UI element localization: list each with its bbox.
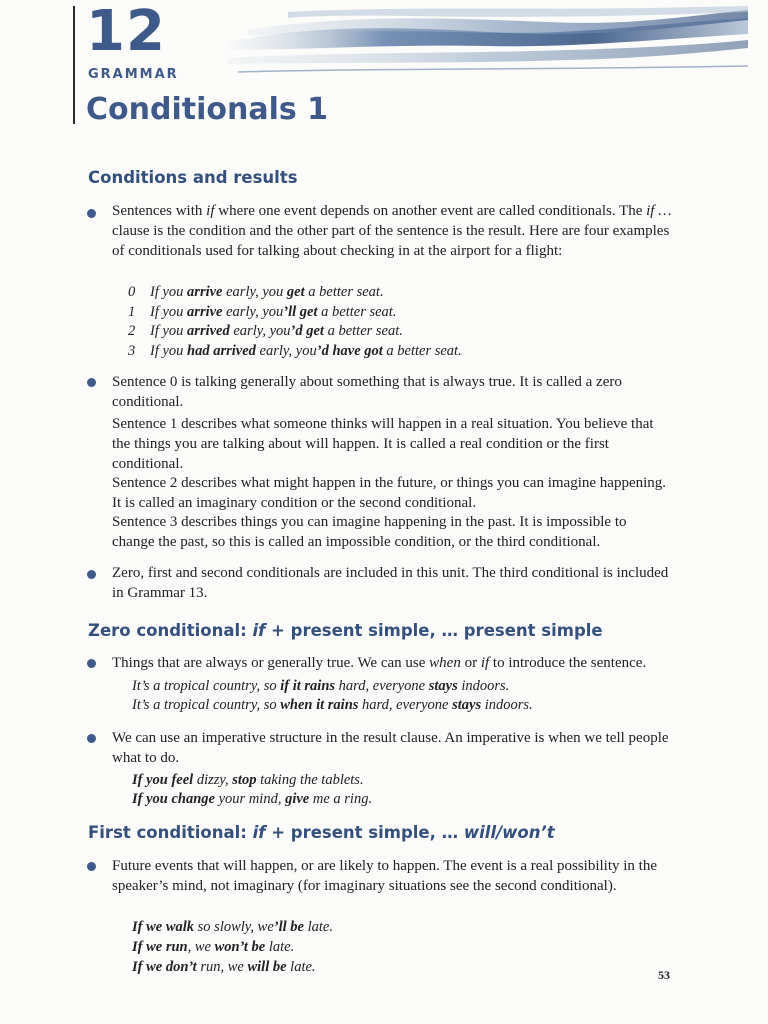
italic-term: will/won’t bbox=[463, 823, 555, 842]
bullet-icon bbox=[87, 734, 96, 743]
header-rule bbox=[73, 6, 75, 124]
unit-number: 12 bbox=[86, 0, 166, 64]
bold-term: stop bbox=[232, 772, 257, 788]
bold-term: arrived bbox=[187, 323, 230, 339]
example-line: 1 If you arrive early, you’ll get a better seat. bbox=[128, 303, 668, 323]
bold-term: ’ll be bbox=[273, 919, 304, 935]
bold-term: If we run bbox=[132, 939, 188, 955]
decorative-banner-graphic bbox=[228, 6, 748, 76]
bold-term: If we don’t bbox=[132, 959, 197, 975]
bullet-icon bbox=[87, 378, 96, 387]
example-number: 2 bbox=[128, 323, 136, 339]
paragraph-sentence-2: Sentence 2 describes what might happen in the future, or things you can imagine happening. It is called an imaginary condition or the second conditional. bbox=[112, 475, 667, 511]
example-sentence: If we don’t run, we will be late. bbox=[132, 959, 316, 975]
example-sentence: It’s a tropical country, so when it rains hard, everyone stays indoors. bbox=[132, 697, 533, 713]
example-number: 0 bbox=[128, 284, 136, 300]
italic-term: if bbox=[480, 655, 490, 671]
bullet-icon bbox=[87, 862, 96, 871]
example-number: 1 bbox=[128, 303, 136, 320]
section-heading-first-conditional: First conditional: if + present simple, … will/won’t bbox=[88, 823, 555, 842]
italic-term: if bbox=[252, 823, 266, 842]
example-line: 0 If you arrive early, you get a better seat. bbox=[128, 283, 668, 303]
example-sentence: If you change your mind, give me a ring. bbox=[132, 791, 373, 807]
paragraph-first-usage: Future events that will happen, or are likely to happen. The event is a real possibility in the speaker’s mind, not imaginary (for imaginary situations see the second conditional). bbox=[112, 858, 658, 894]
paragraph-sentence-0: Sentence 0 is talking generally about something that is always true. It is called a zero conditional. bbox=[112, 374, 622, 410]
bold-term: give bbox=[285, 791, 310, 807]
bold-term: had arrived bbox=[187, 342, 256, 359]
italic-term: if … bbox=[646, 203, 672, 219]
italic-term: if bbox=[252, 621, 266, 640]
example-line: 2 If you arrived early, you’d get a better seat. bbox=[128, 322, 668, 342]
bold-term: If you change bbox=[132, 791, 215, 807]
bold-term: stays bbox=[452, 697, 482, 713]
bold-term: when it rains bbox=[280, 697, 359, 713]
italic-term: when bbox=[429, 655, 461, 671]
example-sentence: If you feel dizzy, stop taking the tablets. bbox=[132, 772, 364, 788]
paragraph-unit-scope: Zero, first and second conditionals are included in this unit. The third conditional is included in Grammar 13. bbox=[112, 565, 669, 601]
bold-term: arrive bbox=[187, 284, 223, 300]
italic-term: if bbox=[206, 203, 215, 219]
bold-term: stays bbox=[428, 678, 458, 694]
section-heading-zero-conditional: Zero conditional: if + present simple, … present simple bbox=[88, 621, 603, 640]
page-title: Conditionals 1 bbox=[86, 92, 329, 127]
paragraph-sentence-3: Sentence 3 describes things you can imagine happening in the past. It is impossible to change the past, so this is called an impossible condition, or the third conditional. bbox=[112, 514, 627, 550]
bullet-icon bbox=[87, 209, 96, 218]
bold-term: If you feel bbox=[132, 772, 194, 788]
bold-term: get bbox=[286, 284, 305, 300]
section-heading-conditions: Conditions and results bbox=[88, 168, 298, 187]
bold-term: ’d have got bbox=[316, 342, 383, 359]
example-sentence: If we walk so slowly, we’ll be late. bbox=[132, 919, 333, 935]
example-line: 3 If you had arrived early, you’d have got a better seat. bbox=[128, 342, 668, 362]
bold-term: arrive bbox=[187, 303, 223, 320]
page-number: 53 bbox=[658, 968, 670, 982]
paragraph-sentence-1: Sentence 1 describes what someone thinks will happen in a real situation. You believe that the things you are talking about will happen. It is called a real condition or the first conditional. bbox=[112, 416, 654, 472]
example-sentence: If we run, we won’t be late. bbox=[132, 939, 295, 955]
example-number: 3 bbox=[128, 342, 136, 359]
bullet-icon bbox=[87, 659, 96, 668]
paragraph-imperative: We can use an imperative structure in the result clause. An imperative is when we tell people what to do. bbox=[112, 730, 669, 766]
paragraph-zero-usage: Things that are always or generally true. We can use when or if to introduce the sentence. bbox=[112, 655, 647, 671]
paragraph-conditionals-intro: Sentences with if where one event depends on another event are called conditionals. The if … clause is the condition and the other part of the sentence is the result. Here are four examples of conditionals used for talking about checking in at the airport for a flight: bbox=[112, 203, 672, 259]
bold-term: ’ll get bbox=[283, 303, 318, 320]
bold-term: If we walk bbox=[132, 919, 195, 935]
bold-term: won’t be bbox=[214, 939, 266, 955]
example-sentence: It’s a tropical country, so if it rains hard, everyone stays indoors. bbox=[132, 678, 510, 694]
bullet-icon bbox=[87, 570, 96, 579]
bold-term: will be bbox=[247, 959, 287, 975]
section-kicker: GRAMMAR bbox=[88, 67, 179, 82]
bold-term: ’d get bbox=[290, 323, 324, 339]
bold-term: if it rains bbox=[280, 678, 336, 694]
